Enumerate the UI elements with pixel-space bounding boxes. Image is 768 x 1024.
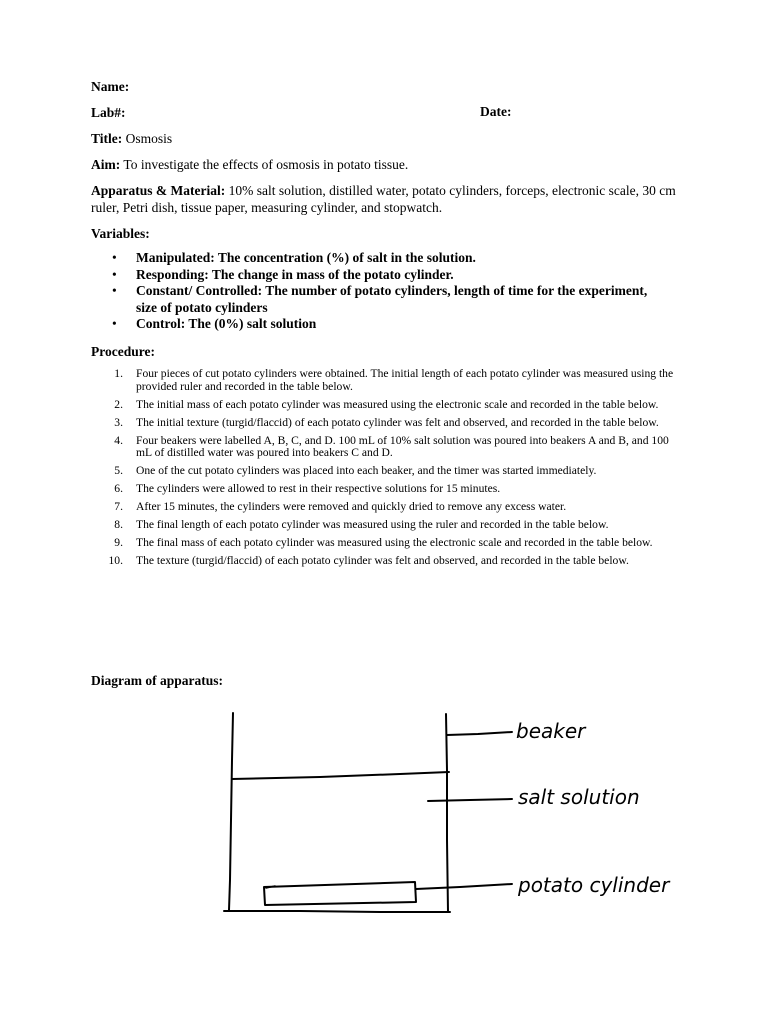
- beaker-base: [224, 911, 450, 912]
- diagram-heading: Diagram of apparatus:: [91, 673, 223, 688]
- procedure-step: The final mass of each potato cylinder was measured using the electronic scale and recorded in the table below.: [136, 536, 653, 550]
- bullet-icon: •: [112, 283, 117, 298]
- procedure-step: The texture (turgid/flaccid) of each potato cylinder was felt and observed, and recorded in the table below.: [136, 554, 629, 568]
- potato-cylinder-label: potato cylinder: [518, 873, 670, 897]
- aim-value: To investigate the effects of osmosis in potato tissue.: [123, 157, 409, 172]
- procedure-step: One of the cut potato cylinders was placed into each beaker, and the timer was started immediately.: [136, 464, 597, 478]
- procedure-step: The cylinders were allowed to rest in their respective solutions for 15 minutes.: [136, 482, 501, 496]
- procedure-step: The initial mass of each potato cylinder was measured using the electronic scale and recorded in the table below.: [136, 397, 659, 411]
- step-number: 8.: [114, 518, 123, 532]
- bullet-icon: •: [112, 266, 117, 282]
- step-number: 10.: [108, 554, 123, 568]
- step-number: 6.: [114, 482, 123, 496]
- variable-controlled: Constant/ Controlled: The number of potato cylinders, length of time for the experiment, size of potato cylinders: [136, 283, 648, 315]
- step-number: 4.: [114, 433, 123, 447]
- procedure-heading: Procedure:: [91, 344, 155, 359]
- apparatus-label: Apparatus & Material:: [91, 183, 226, 198]
- procedure-step: The final length of each potato cylinder was measured using the ruler and recorded in the table below.: [136, 518, 609, 532]
- beaker-left-wall: [229, 713, 233, 910]
- procedure-step: The initial texture (turgid/flaccid) of each potato cylinder was felt and observed, and recorded in the table below.: [136, 415, 659, 429]
- lab-number-label: Lab#:: [91, 105, 126, 120]
- title-value: Osmosis: [125, 131, 173, 146]
- step-number: 1.: [114, 367, 123, 380]
- beaker-label: beaker: [516, 719, 586, 743]
- step-number: 3.: [114, 415, 123, 429]
- name-label: Name:: [91, 79, 130, 94]
- aim-label: Aim:: [91, 157, 121, 172]
- salt-solution-label: salt solution: [518, 785, 640, 809]
- bullet-icon: •: [112, 250, 117, 265]
- beaker-right-wall: [446, 714, 448, 912]
- procedure-step: Four pieces of cut potato cylinders were obtained. The initial length of each potato cylinder was measured using the provided ruler and recorded in the table below.: [136, 367, 674, 393]
- variable-manipulated: Manipulated: The concentration (%) of salt in the solution.: [136, 250, 476, 265]
- step-number: 9.: [114, 536, 123, 550]
- potato-leader-line: [416, 884, 512, 889]
- step-number: 5.: [114, 464, 123, 478]
- variable-control: Control: The (0%) salt solution: [136, 316, 317, 331]
- date-label: Date:: [480, 104, 512, 119]
- beaker-leader-line: [447, 732, 512, 735]
- solution-leader-line: [428, 799, 512, 801]
- solution-surface: [232, 772, 449, 779]
- title-label: Title:: [91, 131, 123, 146]
- bullet-icon: •: [112, 316, 117, 331]
- variables-heading: Variables:: [91, 226, 150, 241]
- variable-responding: Responding: The change in mass of the potato cylinder.: [136, 266, 454, 282]
- procedure-step: After 15 minutes, the cylinders were removed and quickly dried to remove any excess water.: [136, 500, 567, 514]
- step-number: 2.: [114, 397, 123, 411]
- procedure-step: Four beakers were labelled A, B, C, and D. 100 mL of 10% salt solution was poured into beakers A and B, and 100 mL of distilled water was poured into beakers C and D.: [136, 433, 669, 460]
- apparatus-value: 10% salt solution, distilled water, potato cylinders, forceps, electronic scale, 30 cm ruler, Petri dish, tissue paper, measuring cylinder, and stopwatch.: [91, 183, 676, 215]
- step-number: 7.: [114, 500, 123, 514]
- potato-cylinder-shape: [264, 882, 416, 905]
